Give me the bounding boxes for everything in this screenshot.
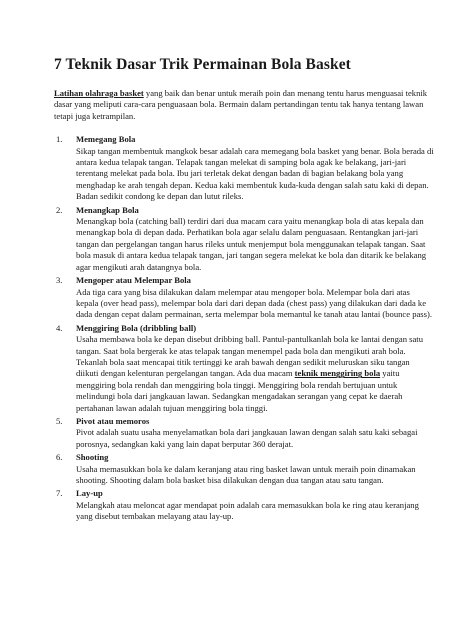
item-body: Sikap tangan membentuk mangkok besar adalah cara memegang bola basket yang benar. Bola berada di antara kedua telapak tangan. Telapak tangan melekat di samping bola agak ke belakang, jari-jari terentang melekat pada bola. Ibu jari terletak dekat dengan badan di bagian belakang bola yang menghadap ke arah tengah depan. Kedua kaki membentuk kuda-kuda dengan salah satu kaki di depan. Badan sedikit condong ke depan dan lutut rileks. [76,145,434,202]
item-body: Ada tiga cara yang bisa dilakukan dalam melempar atau mengoper bola. Melempar bola dari atas kepala (over head pass), melempar bola dari dari depan dada (chest pass) yang dilakukan dari dada ke dada dengan cepat dalam permainan, serta melempar bola memantul ke tanah atau lantai (bounce pass). [76,286,433,320]
item-body: Menangkap bola (catching ball) terdiri dari dua macam cara yaitu menangkap bola di atas kepala dan menangkap bola di depan dada. Perhatikan bola agar selalu dalam penguasaan. Rentangkan jari-jari tangan dan pergelangan tangan harus rileks untuk menjemput bola menggunakan telapak tangan. Saat bola masuk di antara kedua telapak tangan, jari tangan segera melekat ke bola dan ditarik ke belakang agar mengikuti arah datangnya bola. [76,216,427,272]
item-body: Pivot adalah suatu usaha menyelamatkan bola dari jangkauan lawan dengan salah satu kaki sebagai porosnya, sedangkan kaki yang lain dapat berputar 360 derajat. [76,427,418,449]
intro-link[interactable]: Latihan olahraga basket [54,88,144,98]
page-title: 7 Teknik Dasar Trik Permainan Bola Basket [54,56,351,73]
technique-list [54,134,434,522]
list-item [54,452,434,486]
list-item [54,488,434,522]
item-title: Mengoper atau Melempar Bola [76,275,191,286]
item-title: Memegang Bola [76,134,136,145]
dribbling-link[interactable]: teknik menggiring bola [294,368,381,379]
item-body [76,334,434,414]
item-body-text: Usaha membawa bola ke depan disebut dribbing ball. Pantul-pantulkanlah bola ke lantai dengan satu tangan. Saat bola bergerak ke atas telapak tangan menempel pada bola dan mengikuti arah bola. Tekanlah bola saat mencapai titik tertinggi ke arah bawah dengan sedikit meluruskan siku tangan diikuti dengan kelenturan pergelangan tangan. Ada dua macam [76,334,423,379]
list-item [54,275,434,321]
item-number: 4. [56,322,63,333]
item-number: 5. [56,415,63,426]
list-item [54,205,434,273]
item-body: Melangkah atau meloncat agar mendapat poin adalah cara memasukkan bola ke ring atau keranjang yang disebut tembakan melayang atau lay-up. [76,499,419,522]
item-number: 1. [56,134,63,145]
item-title: Menggiring Bola (dribbling ball) [76,322,197,333]
intro-text: yang baik dan benar untuk meraih poin dan menang tentu harus menguasai teknik dasar yang meliputi cara-cara penguasaan bola. Bermain dalam pertandingan tentu tak hanya tentang lawan tetapi juga ketrampilan. [54,88,428,121]
item-title: Pivot atau memoros [76,415,150,426]
list-item [54,323,434,414]
item-number: 3. [56,275,63,286]
item-title: Shooting [76,452,109,463]
intro-paragraph [54,88,434,122]
item-body-text: yaitu menggiring bola rendah dan menggiring bola tinggi. Menggiring bola rendah bertujuan untuk melindungi bola dari jangkauan lawan. Sedangkan mengadakan serangan yang cepat ke daerah pertahanan lawan adalah tujuan menggiring bola tinggi. [76,368,403,413]
list-item [54,416,434,450]
item-number: 7. [56,488,63,499]
item-number: 2. [56,204,63,215]
item-title: Lay-up [76,488,103,499]
list-item [54,134,434,202]
item-title: Menangkap Bola [76,204,139,215]
item-number: 6. [56,452,63,463]
item-body: Usaha memasukkan bola ke dalam keranjang atau ring basket lawan untuk meraih poin dinamakan shooting. Shooting dalam bola basket bisa dilakukan dengan dua tangan atau satu tangan. [76,463,416,485]
